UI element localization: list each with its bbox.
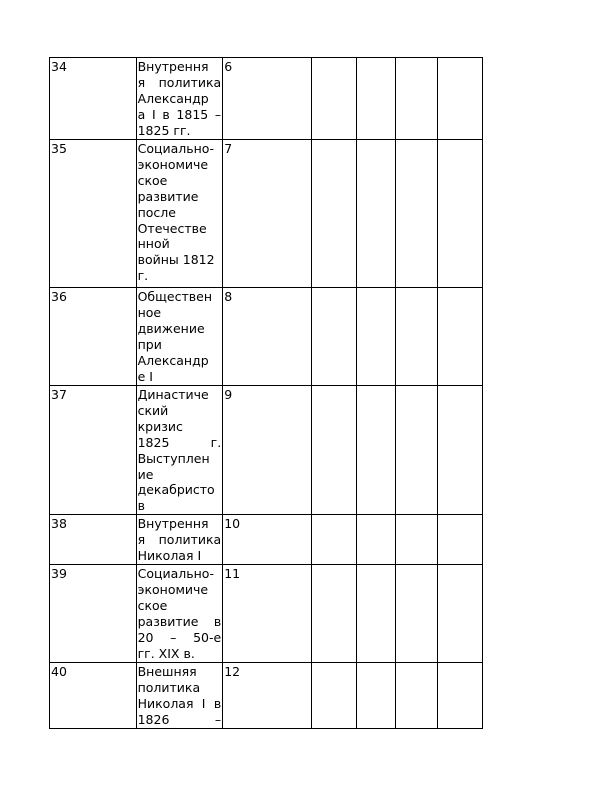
lesson-hours: 6 <box>223 58 312 140</box>
table-row <box>50 515 483 565</box>
lesson-topic: Династиче ский кризис 1825 г. Выступлен ие декабристо в <box>137 387 222 514</box>
lesson-topic: Внутрення я политика Николая I <box>137 516 222 564</box>
lesson-number: 34 <box>50 58 137 140</box>
empty-cell <box>311 564 356 662</box>
empty-cell <box>437 140 482 288</box>
empty-cell <box>396 58 437 140</box>
empty-cell <box>311 140 356 288</box>
empty-cell <box>357 662 396 728</box>
empty-cell <box>437 288 482 386</box>
empty-cell <box>437 58 482 140</box>
table-row <box>50 140 483 288</box>
empty-cell <box>396 564 437 662</box>
lesson-number: 39 <box>50 564 137 662</box>
empty-cell <box>311 58 356 140</box>
empty-cell <box>396 515 437 565</box>
empty-cell <box>396 662 437 728</box>
empty-cell <box>357 386 396 515</box>
table-row <box>50 662 483 728</box>
empty-cell <box>311 386 356 515</box>
table-row <box>50 288 483 386</box>
empty-cell <box>311 288 356 386</box>
empty-cell <box>357 288 396 386</box>
empty-cell <box>311 515 356 565</box>
lesson-topic: Внутрення я политика Александр а I в 1815 – 1825 гг. <box>137 59 222 138</box>
empty-cell <box>437 386 482 515</box>
lesson-hours: 11 <box>223 564 312 662</box>
empty-cell <box>437 564 482 662</box>
lesson-number: 35 <box>50 140 137 288</box>
lesson-number: 38 <box>50 515 137 565</box>
empty-cell <box>357 515 396 565</box>
table-row <box>50 386 483 515</box>
lesson-topic: Социально- экономиче ское развитие в 20 – 50-е гг. XIX в. <box>137 565 222 661</box>
lesson-topic: Социально- экономиче ское развитие после Отечестве нной войны 1812 г. <box>136 140 223 288</box>
empty-cell <box>396 288 437 386</box>
lesson-number: 40 <box>50 662 137 728</box>
lesson-hours: 8 <box>223 288 312 386</box>
lesson-number: 37 <box>50 386 137 515</box>
empty-cell <box>357 140 396 288</box>
empty-cell <box>357 58 396 140</box>
lesson-number: 36 <box>50 288 137 386</box>
lesson-hours: 7 <box>223 140 312 288</box>
empty-cell <box>357 564 396 662</box>
empty-cell <box>311 662 356 728</box>
empty-cell <box>437 515 482 565</box>
empty-cell <box>437 662 482 728</box>
table-row <box>50 58 483 140</box>
table-row <box>50 564 483 662</box>
lesson-hours: 9 <box>223 386 312 515</box>
lesson-plan-table <box>49 57 483 729</box>
lesson-hours: 12 <box>223 662 312 728</box>
lesson-hours: 10 <box>223 515 312 565</box>
empty-cell <box>396 386 437 515</box>
lesson-topic: Внешняя политика Николая I в 1826 – <box>137 663 222 727</box>
empty-cell <box>396 140 437 288</box>
lesson-topic: Обществен ное движение при Александр е I <box>136 288 223 386</box>
